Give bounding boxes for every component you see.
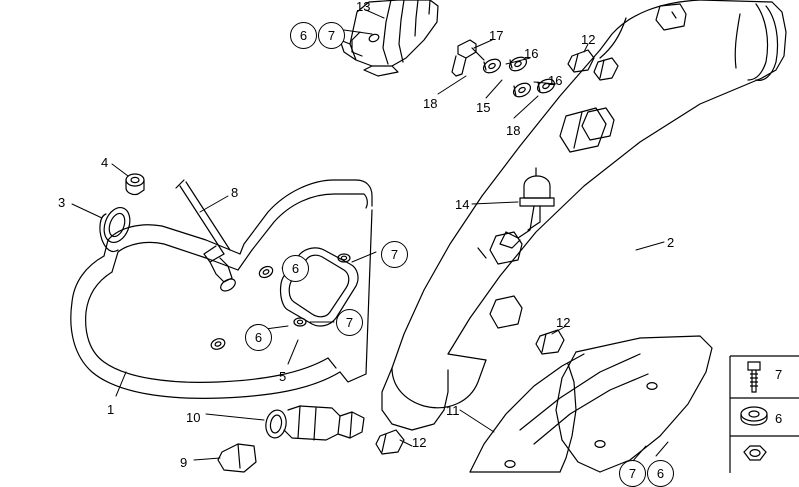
callout-3: 3 [58,195,66,210]
part-bracket-14 [500,168,554,248]
part-hardware-stack [452,40,557,100]
part-flange-ring [100,174,144,252]
part-heat-shield-top [340,0,438,76]
bolt-icon [748,362,760,392]
legend-label-6: 6 [775,411,783,426]
callout-10: 10 [186,410,201,425]
callout-6-top: 6 [290,22,317,49]
callout-1: 1 [107,402,115,417]
callout-15: 15 [476,100,491,115]
callout-12-low: 12 [412,435,427,450]
callout-5: 5 [279,369,287,384]
callout-13: 13 [356,0,371,14]
callout-12-mid: 12 [556,315,571,330]
part-muffler-body [382,0,786,430]
washer-icon [741,407,767,425]
callout-18-a: 18 [423,96,438,111]
callout-14: 14 [455,197,470,212]
part-mount-tab [560,108,606,152]
callout-9: 9 [180,455,188,470]
callout-17: 17 [489,28,504,43]
part-oxygen-sensor [176,180,237,293]
part-clip-12-top [568,50,618,80]
callout-6-bottom: 6 [647,460,674,487]
nut-icon [744,446,766,460]
callout-12-top: 12 [581,32,596,47]
callout-6-low: 6 [245,324,272,351]
part-heat-shield-lower [470,336,712,472]
callout-7-low: 7 [336,309,363,336]
legend-label-7: 7 [775,367,783,382]
callout-6-mid: 6 [282,255,309,282]
callout-8: 8 [231,185,239,200]
part-lower-clamp [218,406,404,472]
callout-2: 2 [667,235,675,250]
callout-11: 11 [446,403,460,418]
callout-16-b: 16 [548,73,563,88]
callout-7-mid: 7 [381,241,408,268]
part-clip-12-mid [536,330,564,354]
callout-7-top: 7 [318,22,345,49]
callout-18-b: 18 [506,123,521,138]
callout-7-bottom: 7 [619,460,646,487]
callout-16-a: 16 [524,46,539,61]
callout-4: 4 [101,155,109,170]
